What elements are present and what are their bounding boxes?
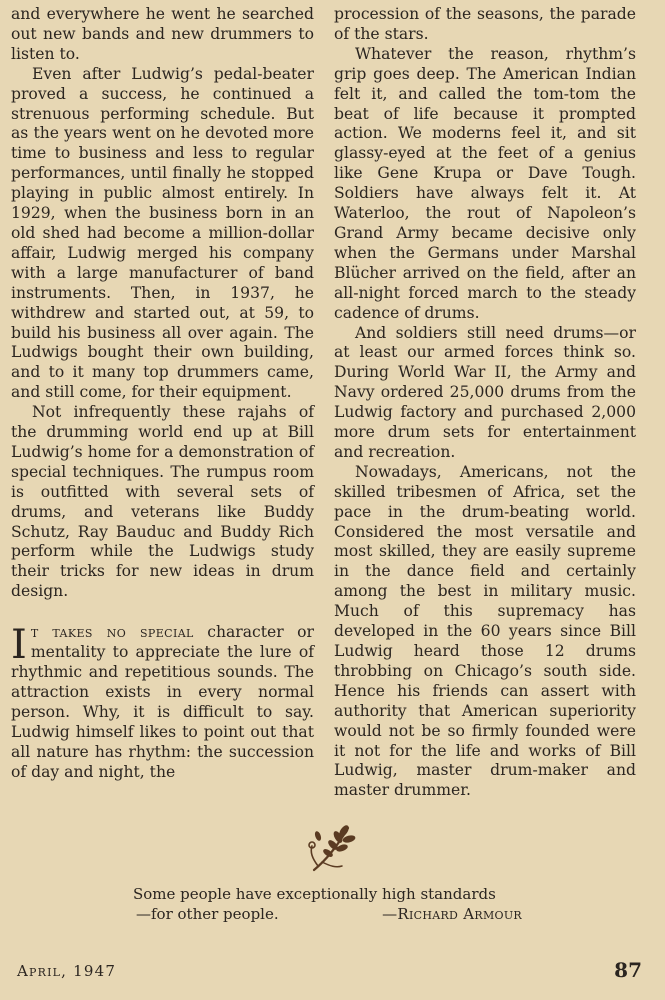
page-number: 87 <box>614 958 642 982</box>
right-column <box>334 5 636 801</box>
footer-date: April, 1947 <box>17 962 117 980</box>
paragraph: procession of the seasons, the parade of the stars. <box>334 5 636 43</box>
paragraph: Not infrequently these rajahs of the drumming world end up at Bill Ludwig’s home for a demonstration of special techniques. The rumpus room is outfitted with several sets of drums, and veterans like Buddy Schutz, Ray Bauduc and Buddy Rich perform while the Ludwigs study their tricks for new ideas in drum design. <box>11 403 314 601</box>
section-opening-paragraph <box>11 623 314 782</box>
quote-line-2 <box>118 904 548 924</box>
wheat-sprig-ornament-icon <box>304 822 358 874</box>
quote-text: —for other people. <box>136 905 279 923</box>
paragraph: Whatever the reason, rhythm’s grip goes deep. The American Indian felt it, and called the tom-tom the beat of life because it prompted action. We moderns feel it, and sit glassy-eyed at the feet of a genius like Gene Krupa or Dave Tough. Soldiers have always felt it. At Waterloo, the rout of Napoleon’s Grand Army became decisive only when the Germans under Marshal Blücher arrived on the field, after an all-night forced march to the steady cadence of drums. <box>334 44 636 322</box>
small-caps-lead: t takes no special <box>30 623 194 642</box>
left-column <box>11 5 314 782</box>
drop-cap: I <box>11 622 27 669</box>
paragraph: and everywhere he went he searched out new bands and new drummers to listen to. <box>11 5 314 63</box>
quote-line-1: Some people have exceptionally high standards <box>133 885 496 903</box>
paragraph-text: character or mentality to appreciate the lure of rhythmic and repetitious sounds. The attraction exists in every normal person. Why, it is difficult to say. Ludwig himself likes to point out that all nature has rhythm: the succession of day and night, the <box>11 623 314 781</box>
paragraph: Nowadays, Americans, not the skilled tribesmen of Africa, set the pace in the drum-beating world. Considered the most versatile and most skilled, they are easily supreme in the dance field and certainly among the best in military music. Much of this supremacy has developed in the 60 years since Bill Ludwig heard those 12 drums throbbing on Chicago’s south side. Hence his friends can assert with authority that American superiority would not be so firmly founded were it not for the life and works of Bill Ludwig, master drum-maker and master drummer. <box>334 462 636 800</box>
paragraph: Even after Ludwig’s pedal-beater proved a success, he continued a strenuous performing schedule. But as the years went on he devoted more time to business and less to regular performances, until finally he stopped playing in public almost entirely. In 1929, when the business born in an old shed had become a million-dollar affair, Ludwig merged his company with a large manufacturer of band instruments. Then, in 1937, he withdrew and started out, at 59, to build his business all over again. The Ludwigs bought their own building, and to it many top drummers came, and still come, for their equipment. <box>11 64 314 402</box>
quote-attribution: —Richard Armour <box>382 905 522 923</box>
filler-quote <box>118 884 548 924</box>
paragraph: And soldiers still need drums—or at least our armed forces think so. During World War II, the Army and Navy ordered 25,000 drums from the Ludwig factory and purchased 2,000 more drum sets for entertainment and recreation. <box>334 323 636 461</box>
